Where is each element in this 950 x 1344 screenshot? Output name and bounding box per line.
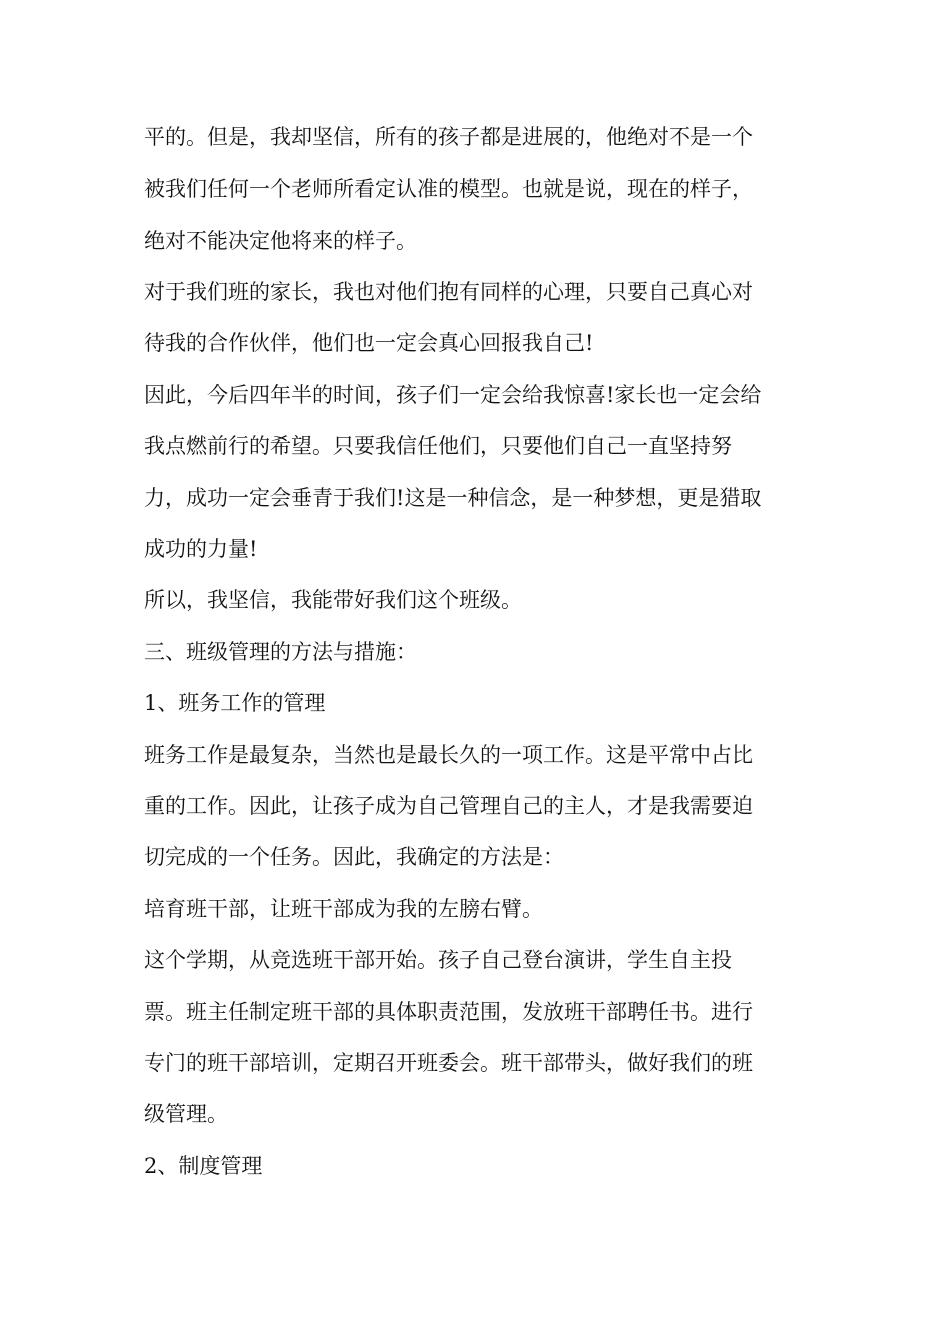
- text-line: 重的工作。因此，让孩子成为自己管理自己的主人，才是我需要迫: [144, 794, 753, 818]
- subsection-heading: 1、班务工作的管理: [144, 691, 326, 715]
- text-line: 绝对不能决定他将来的样子。: [144, 229, 417, 253]
- text-line: 被我们任何一个老师所看定认准的模型。也就是说，现在的样子，: [144, 177, 753, 201]
- text-line: 对于我们班的家长，我也对他们抱有同样的心理，只要自己真心对: [144, 280, 753, 304]
- text-line: 成功的力量!: [144, 537, 258, 561]
- text-line: 我点燃前行的希望。只要我信任他们，只要他们自己一直坚持努: [144, 434, 732, 458]
- text-line: 待我的合作伙伴，他们也一定会真心回报我自己!: [144, 331, 594, 355]
- text-line: 因此，今后四年半的时间，孩子们一定会给我惊喜!家长也一定会给: [144, 383, 762, 407]
- text-line: 平的。但是，我却坚信，所有的孩子都是进展的，他绝对不是一个: [144, 125, 753, 149]
- text-line: 级管理。: [144, 1102, 228, 1126]
- text-line: 切完成的一个任务。因此，我确定的方法是：: [144, 845, 564, 869]
- text-line: 专门的班干部培训，定期召开班委会。班干部带头，做好我们的班: [144, 1051, 753, 1075]
- text-line: 票。班主任制定班干部的具体职责范围，发放班干部聘任书。进行: [144, 1000, 753, 1024]
- text-line: 培育班干部，让班干部成为我的左膀右臂。: [144, 897, 543, 921]
- section-heading: 三、班级管理的方法与措施：: [144, 640, 417, 664]
- text-line: 班务工作是最复杂，当然也是最长久的一项工作。这是平常中占比: [144, 743, 753, 767]
- text-line: 力，成功一定会垂青于我们!这是一种信念，是一种梦想，更是猎取: [144, 486, 762, 510]
- text-line: 这个学期，从竞选班干部开始。孩子自己登台演讲，学生自主投: [144, 948, 732, 972]
- text-line: 所以，我坚信，我能带好我们这个班级。: [144, 588, 522, 612]
- subsection-heading: 2、制度管理: [144, 1154, 263, 1178]
